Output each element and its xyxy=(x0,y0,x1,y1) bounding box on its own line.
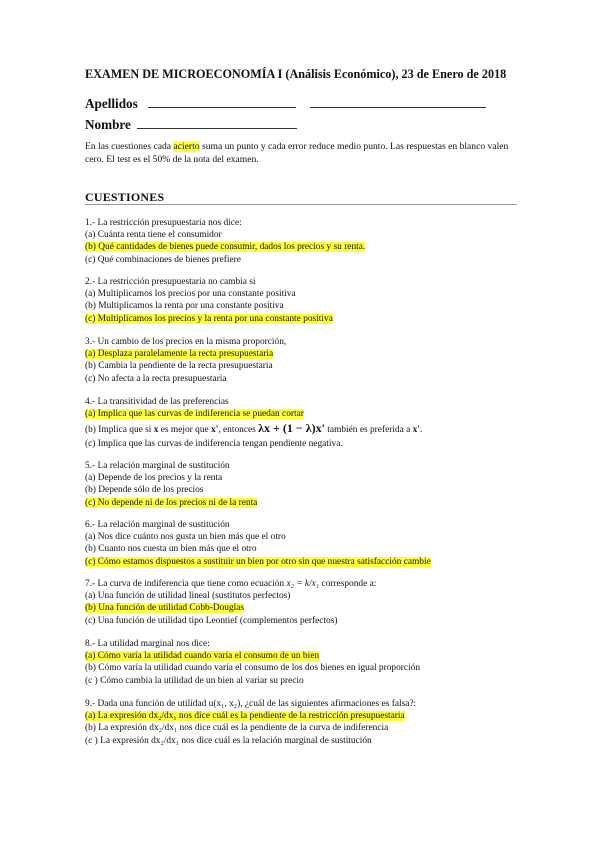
option-b: (b) Depende sólo de los precios xyxy=(85,485,204,496)
option-b xyxy=(85,241,525,253)
option-c: (c) Qué combinaciones de bienes prefiere xyxy=(85,254,241,265)
question-8 xyxy=(85,638,525,687)
option-b: (b) Cuanto nos cuesta un bien más que el otro xyxy=(85,544,257,555)
option-b: (b) Multiplicamos la renta por una constante positiva xyxy=(85,301,284,312)
question-stem: 5.- La relación marginal de sustitución xyxy=(85,461,230,471)
convex-combination-formula: λx + (1 − λ)x' xyxy=(258,421,325,436)
option-b-pre: (b) Implica que si xyxy=(85,425,154,436)
vector-x-prime-2: x' xyxy=(412,425,420,436)
option-a: (a) Nos dice cuánto nos gusta un bien más que el otro xyxy=(85,532,286,543)
apellidos-line-1[interactable] xyxy=(148,107,296,108)
question-7 xyxy=(85,578,525,627)
exam-title: EXAMEN DE MICROECONOMÍA I (Análisis Económico), 23 de Enero de 2018 xyxy=(85,67,507,81)
apellidos-label: Apellidos xyxy=(85,96,138,111)
option-b-answer: (b) Qué cantidades de bienes puede consumir, dados los precios y su renta. xyxy=(85,242,366,253)
question-5 xyxy=(85,460,525,509)
question-stem: 2.- La restricción presupuestaria no cambia si xyxy=(85,277,256,287)
question-stem: 1.- La restricción presupuestaria nos dice: xyxy=(85,218,242,228)
instructions-part-1: En las cuestiones cada xyxy=(85,141,174,152)
nombre-line[interactable] xyxy=(137,128,297,129)
question-6 xyxy=(85,519,525,568)
option-a: (a) Cuánta renta tiene el consumidor xyxy=(85,230,222,241)
vector-x-prime: x' xyxy=(211,425,219,436)
option-b-end: . xyxy=(419,425,423,436)
option-c: (c) Implica que las curvas de indiferencia tengan pendiente negativa. xyxy=(85,439,343,450)
option-c: (c) Una función de utilidad tipo Leontief (complementos perfectos) xyxy=(85,615,338,626)
option-a xyxy=(85,348,525,360)
question-stem: 8.- La utilidad marginal nos dice: xyxy=(85,639,210,649)
indifference-equation: x₂ = k/x₁ xyxy=(286,579,320,589)
option-a: (a) Una función de utilidad lineal (sustitutos perfectos) xyxy=(85,591,291,602)
option-b: (b) Cambia la pendiente de la recta presupuestaria xyxy=(85,361,273,372)
option-a xyxy=(85,710,525,722)
option-c xyxy=(85,313,525,325)
stem-pre: 7.- La curva de indiferencia que tiene como ecuación xyxy=(85,579,287,589)
option-b xyxy=(85,420,525,438)
option-c-answer: (c) No depende ni de los precios ni de la renta xyxy=(85,497,258,508)
question-2 xyxy=(85,276,525,325)
option-b-mid: es mejor que xyxy=(158,425,212,436)
instructions-highlight: acierto xyxy=(173,141,200,152)
option-a xyxy=(85,408,525,420)
option-c: (c ) Cómo cambia la utilidad de un bien al variar su precio xyxy=(85,675,304,686)
question-stem: 9.- Dada una función de utilidad u(x₁, x₂), ¿cuál de las siguientes afirmaciones es falsa?: xyxy=(85,699,417,709)
option-a-answer: (a) Cómo varía la utilidad cuando varía el consumo de un bien xyxy=(85,651,320,662)
section-title: CUESTIONES xyxy=(85,190,165,204)
option-c xyxy=(85,556,525,568)
option-c-answer: (c) Cómo estamos dispuestos a sustituir un bien por otro sin que nuestra satisfacción cambie xyxy=(85,556,431,567)
option-a-answer: (a) Desplaza paralelamente la recta presupuestaria xyxy=(85,349,274,360)
instructions xyxy=(85,140,525,166)
option-c-answer: (c) Multiplicamos los precios y la renta por una constante positiva xyxy=(85,313,333,324)
nombre-label: Nombre xyxy=(85,117,131,132)
option-a: (a) Depende de los precios y la renta xyxy=(85,473,223,484)
option-a: (a) Multiplicamos los precios por una constante positiva xyxy=(85,289,296,300)
option-b xyxy=(85,602,525,614)
question-stem xyxy=(85,578,525,590)
question-4 xyxy=(85,396,525,451)
section-divider xyxy=(85,204,517,205)
option-b-answer: (b) Una función de utilidad Cobb-Douglas xyxy=(85,603,245,614)
question-stem: 6.- La relación marginal de sustitución xyxy=(85,520,230,530)
vector-x: x xyxy=(153,425,159,436)
option-b: (b) La expresión dx₂/dx₁ nos dice cuál es la pendiente de la curva de indiferencia xyxy=(85,723,389,734)
question-3 xyxy=(85,336,525,385)
option-a-answer: (a) La expresión dx₂/dx₁ nos dice cuál es la pendiente de la restricción presupuestaria xyxy=(85,711,405,722)
option-b: (b) Cómo varía la utilidad cuando varía el consumo de los dos bienes en igual proporción xyxy=(85,663,421,674)
stem-post: corresponde a: xyxy=(319,579,377,589)
question-9 xyxy=(85,698,525,747)
option-b-post: también es preferida a xyxy=(324,425,413,436)
question-1 xyxy=(85,217,525,266)
option-a-answer: (a) Implica que las curvas de indiferencia se puedan cortar xyxy=(85,409,304,420)
option-c: (c ) La expresión dx₂/dx₁ nos dice cuál es la relación marginal de sustitución xyxy=(85,735,372,746)
option-c xyxy=(85,497,525,509)
question-stem: 4.- La transitividad de las preferencias xyxy=(85,397,229,407)
apellidos-line-2[interactable] xyxy=(310,107,486,108)
instructions-part-2: suma un punto y cada error reduce medio punto. Las respuestas en blanco valen cero. El test es el 50% de la nota del examen. xyxy=(85,141,509,165)
option-a xyxy=(85,650,525,662)
option-b-mid2: , entonces xyxy=(218,425,259,436)
option-c: (c) No afecta a la recta presupuestaria xyxy=(85,373,227,384)
question-stem: 3.- Un cambio de los precios en la misma proporción, xyxy=(85,337,287,347)
